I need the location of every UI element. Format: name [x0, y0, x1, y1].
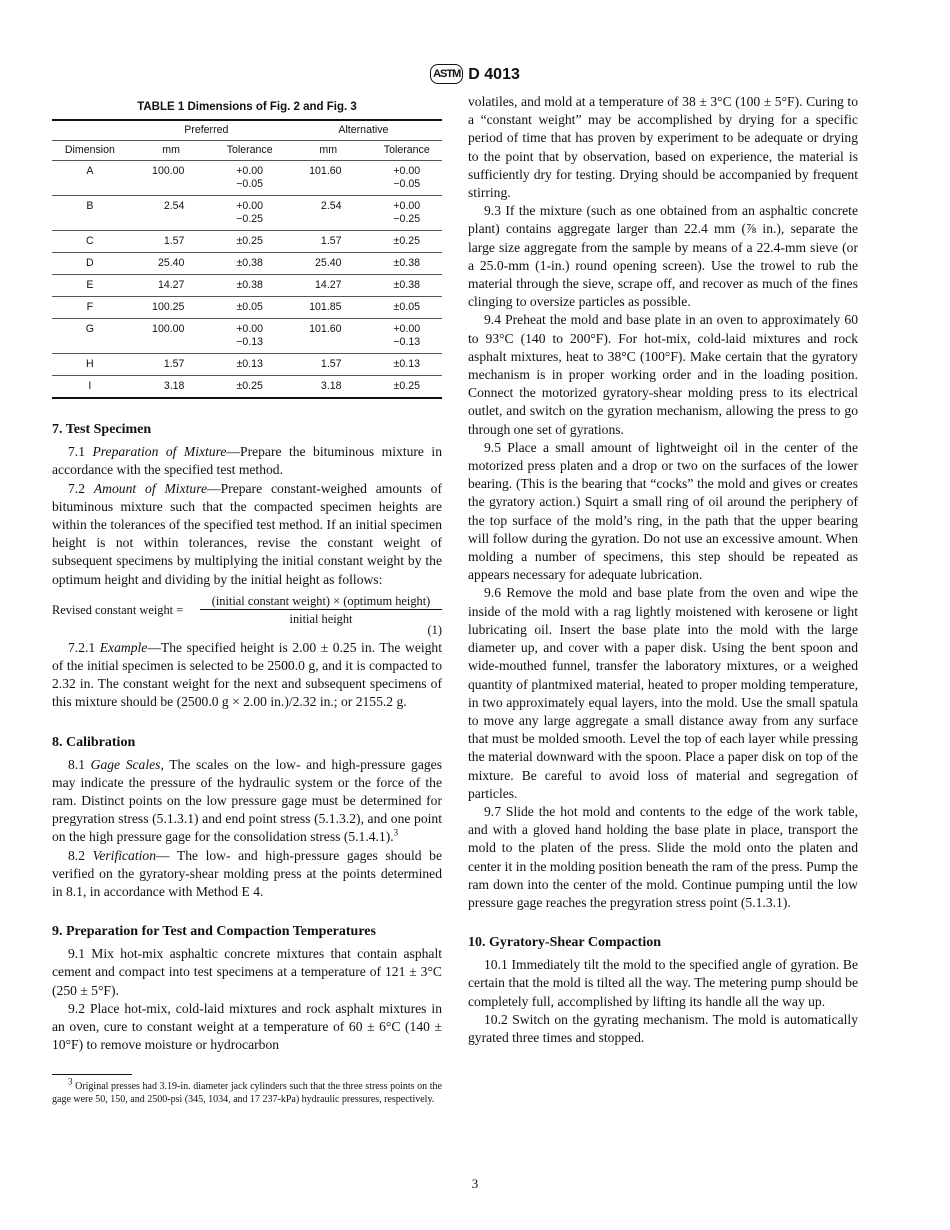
- paragraph-9-4: 9.4 Preheat the mold and base plate in an oven to approximately 60 to 93°C (140 to 200°F). For hot-mix, cold-laid mixtures and rock asphalt mixtures, heat to 38°C (100°F). Make certain that the gyratory mechanism is in proper working order and in the loading position. Connect the motorized gyratory-shear molding press to its electrical outlet, and switch on the gyration mechanism, allowing the press to go through one set of gyrations.: [468, 312, 858, 437]
- paragraph-9-2-continued: volatiles, and mold at a temperature of 38 ± 3°C (100 ± 5°F). Curing to a “constant weight” may be accomplished by drying for a specific period of time that has proven by experiment to be adequate or drying to the point that by observation, based on experience, the material is sufficiently dry for testing. Drying should be accompanied by frequent stirring.: [468, 94, 858, 201]
- table-caption: TABLE 1 Dimensions of Fig. 2 and Fig. 3: [137, 101, 357, 113]
- mm-cell: 14.27: [285, 275, 372, 297]
- tolerance-cell: ±0.38: [372, 275, 442, 297]
- tolerance-cell: ±0.13: [372, 354, 442, 376]
- section-heading: 9. Preparation for Test and Compaction Temperatures: [52, 924, 376, 940]
- paragraph-10-2: 10.2 Switch on the gyrating mechanism. The mold is automatically gyrated three times and stopped.: [468, 1011, 858, 1045]
- tolerance-cell: ±0.38: [372, 253, 442, 275]
- mm-cell: 25.40: [128, 253, 215, 275]
- table-row: [52, 354, 442, 376]
- dimension-cell: B: [52, 196, 128, 231]
- tolerance-cell: ±0.25: [214, 376, 284, 399]
- group-header: Alternative: [285, 120, 442, 141]
- table-row: [52, 161, 442, 196]
- mm-cell: 1.57: [128, 231, 215, 253]
- paragraph-8-1: 8.1 Gage Scales, The scales on the low- and high-pressure gages may indicate the pressure of the hydraulic system or the force of the ram. Distinct points on the low pressure gage must be determined for pregyration stress (5.1.3.1) and end point stress (5.1.3.2), and one point on the high pressure gage for the consolidation stress (5.1.4.1).$^3$: [52, 756, 442, 845]
- column-header: Dimension: [52, 141, 128, 161]
- page-number: 3: [471, 1176, 479, 1191]
- footnote-ref: 3: [393, 827, 399, 838]
- left-column: [52, 98, 442, 1106]
- footnote-divider: [52, 1074, 132, 1075]
- mm-cell: 14.27: [128, 275, 215, 297]
- dimension-cell: H: [52, 354, 128, 376]
- tolerance-cell: +0.00 −0.25: [214, 196, 284, 231]
- paragraph-7-2-1: 7.2.1 Example—The specified height is 2.00 ± 0.25 in. The weight of the initial specimen is selected to be 2500.0 g, and it is compacted to 2.32 in. The constant weight for the next and subsequent specimens of this mixture should be (2500.0 g × 2.00 in.)/2.32 in.; or 2155.2 g.: [52, 639, 442, 710]
- dimension-cell: D: [52, 253, 128, 275]
- table-row: [52, 319, 442, 354]
- paragraph-9-5: 9.5 Place a small amount of lightweight oil in the center of the motorized press platen and a drop or two on the surfaces of the lower bearing. (This is the bearing that “cocks” the mold and gives or creates the gyratory action.) Squirt a small ring of oil around the periphery of the top surface of the mold’s ring, in the path that the upper bearing will follow during the gyration. Do not use an excessive amount. When molding a number of specimens, this step should be repeated as appears necessary for adequate lubrication.: [468, 439, 858, 583]
- tolerance-cell: ±0.05: [214, 297, 284, 319]
- dimension-cell: F: [52, 297, 128, 319]
- mm-cell: 1.57: [285, 354, 372, 376]
- footnote: $^3$ Original presses had 3.19-in. diameter jack cylinders such that the three stress points on the gage were 50, 150, and 2500-psi (345, 1034, and 17 237-kPa) hydraulic pressures, respectively.: [52, 1077, 442, 1105]
- mm-cell: 3.18: [285, 376, 372, 399]
- mm-cell: 2.54: [128, 196, 215, 231]
- section-heading: 8. Calibration: [52, 734, 136, 750]
- tolerance-cell: ±0.25: [214, 231, 284, 253]
- section-heading: 7. Test Specimen: [52, 422, 152, 438]
- table-row: [52, 231, 442, 253]
- paragraph-9-7: 9.7 Slide the hot mold and contents to the edge of the work table, and with a gloved hand holding the base plate in place, transport the mold to the platen of the press. Slide the mold onto the platen and center it in the molding position beneath the ram of the press. Pump the ram down into the center of the mold. Continue pumping until the low pressure gage reaches the pregyration stress point (5.1.3.1).: [468, 803, 858, 910]
- mm-cell: 100.25: [128, 297, 215, 319]
- dimension-cell: I: [52, 376, 128, 399]
- mm-cell: 1.57: [128, 354, 215, 376]
- table-row: [52, 376, 442, 399]
- tolerance-cell: +0.00 −0.05: [372, 161, 442, 196]
- dimension-cell: C: [52, 231, 128, 253]
- column-header: Tolerance: [372, 141, 442, 161]
- column-header: mm: [128, 141, 215, 161]
- paragraph-9-3: 9.3 If the mixture (such as one obtained from an asphaltic concrete plant) contains aggregate larger than 22.4 mm (⅞ in.), separate the large size aggregate from the sample by means of a 22.4-mm sieve (or a 25.0-mm (1-in.) round opening screen). Use the trowel to rub the material through the sieve, scrape off, and recover as much of the fines clinging to oversize particles as possible.: [468, 203, 858, 310]
- table-row: [52, 196, 442, 231]
- section-heading: 10. Gyratory-Shear Compaction: [468, 935, 661, 951]
- column-header: mm: [285, 141, 372, 161]
- mm-cell: 100.00: [128, 319, 215, 354]
- dimension-cell: A: [52, 161, 128, 196]
- tolerance-cell: ±0.05: [372, 297, 442, 319]
- dimension-cell: G: [52, 319, 128, 354]
- table-row: [52, 253, 442, 275]
- tolerance-cell: +0.00 −0.05: [214, 161, 284, 196]
- column-header: Tolerance: [214, 141, 284, 161]
- paragraph-8-2: 8.2 Verification— The low- and high-pressure gages should be verified on the gyratory-shear molding press at the points determined in 8.1, in accordance with Method E 4.: [52, 847, 443, 900]
- paragraph-7-2: 7.2 Amount of Mixture—Prepare constant-weighed amounts of bituminous mixture such that the compacted specimen heights are within the tolerances of the specified test method. If an initial specimen height is not within tolerances, revise the constant weight of subsequent specimens by multiplying the initial constant weight by the optimum height and dividing by the initial height as follows:: [52, 480, 443, 587]
- tolerance-cell: ±0.25: [372, 231, 442, 253]
- tolerance-cell: ±0.25: [372, 376, 442, 399]
- paragraph-9-2: 9.2 Place hot-mix, cold-laid mixtures and rock asphalt mixtures in an oven, cure to constant weight at a temperature of 60 ± 6°C (140 ± 10°F) to remove moisture or hydrocarbon: [52, 1000, 442, 1053]
- mm-cell: 100.00: [128, 161, 215, 196]
- mm-cell: 101.85: [285, 297, 372, 319]
- designation: D 4013: [468, 66, 520, 83]
- paragraph-7-1: 7.1 Preparation of Mixture—Prepare the bituminous mixture in accordance with the specified test method.: [52, 444, 442, 478]
- table-row: [52, 297, 442, 319]
- mm-cell: 25.40: [285, 253, 372, 275]
- mm-cell: 2.54: [285, 196, 372, 231]
- mm-cell: 101.60: [285, 319, 372, 354]
- tolerance-cell: +0.00 −0.13: [214, 319, 284, 354]
- tolerance-cell: ±0.13: [214, 354, 284, 376]
- table-row: [52, 275, 442, 297]
- page-header: [0, 64, 950, 84]
- paragraph-10-1: 10.1 Immediately tilt the mold to the specified angle of gyration. Be certain that the mold is tilted all the way. The metering pump should be completely full, accomplished by lifting its handle all the way up.: [468, 957, 858, 1009]
- tolerance-cell: +0.00 −0.13: [372, 319, 442, 354]
- paragraph-9-6: 9.6 Remove the mold and base plate from the oven and wipe the inside of the mold with a rag lightly moistened with kerosene or light lubricating oil. Insert the base plate into the mold with the large diameter up, and cover with a paper disk. Using the bent spoon and wide-mouthed funnel, transfer the laboratory mixtures, or a weighed quantity of plantmixed material, heated to proper molding temperature, in two approximately equal layers, into the mold. Use the small spatula to move any large aggregate a small distance away from any surface that must be molded smooth. Level the top of each layer while pressing the material downward with the spoon. Place a paper disk on top of the mixture. Be careful to avoid loss of material and segregation of particles.: [468, 585, 858, 801]
- mm-cell: 3.18: [128, 376, 215, 399]
- tolerance-cell: ±0.38: [214, 275, 284, 297]
- mm-cell: 1.57: [285, 231, 372, 253]
- mm-cell: 101.60: [285, 161, 372, 196]
- dimension-cell: E: [52, 275, 128, 297]
- astm-logo: ASTM: [430, 64, 463, 84]
- group-header: Preferred: [128, 120, 285, 141]
- tolerance-cell: +0.00 −0.25: [372, 196, 442, 231]
- paragraph-9-1: 9.1 Mix hot-mix asphaltic concrete mixtures that contain asphalt cement and compact into test specimens at a temperature of 121 ± 3°C (250 ± 5°F).: [52, 946, 442, 998]
- tolerance-cell: ±0.38: [214, 253, 284, 275]
- equation-1: Revised constant weight = (initial constant weight) × (optimum height) initial height (1): [52, 593, 442, 637]
- dimensions-table: [52, 119, 442, 399]
- right-column: [468, 93, 858, 1047]
